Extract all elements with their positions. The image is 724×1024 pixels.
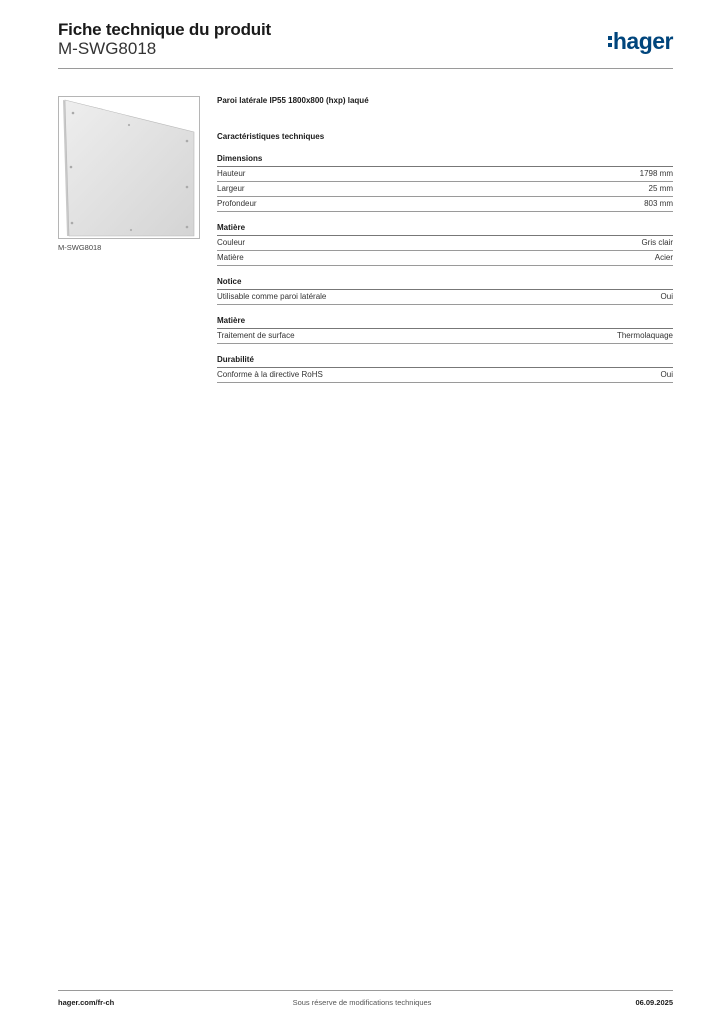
spec-row bbox=[217, 329, 673, 344]
product-image bbox=[58, 96, 200, 239]
spec-value: Oui bbox=[660, 292, 673, 301]
spec-value: 25 mm bbox=[648, 184, 673, 193]
document-subtitle: M-SWG8018 bbox=[58, 39, 157, 58]
spec-row bbox=[217, 251, 673, 266]
spec-value: 1798 mm bbox=[639, 169, 673, 178]
spec-group-title: Dimensions bbox=[217, 154, 673, 167]
spec-group-title: Matière bbox=[217, 316, 673, 329]
footer-website-link[interactable]: hager.com/fr-ch bbox=[58, 998, 115, 1007]
spec-row bbox=[217, 290, 673, 305]
side-panel-illustration bbox=[59, 97, 199, 238]
spec-label: Conforme à la directive RoHS bbox=[217, 370, 323, 379]
spec-row bbox=[217, 197, 673, 212]
hager-logo bbox=[608, 28, 673, 55]
spec-row bbox=[217, 167, 673, 182]
spec-group-surface bbox=[217, 316, 673, 344]
spec-row bbox=[217, 236, 673, 251]
spec-value: Oui bbox=[660, 370, 673, 379]
header-divider bbox=[58, 68, 673, 69]
document-title: Fiche technique du produit bbox=[58, 20, 271, 39]
spec-group-notice bbox=[217, 277, 673, 305]
spec-group-title: Notice bbox=[217, 277, 673, 290]
spec-group-durability bbox=[217, 355, 673, 383]
image-caption: M-SWG8018 bbox=[58, 243, 102, 252]
logo-dots-icon bbox=[608, 36, 612, 47]
spec-group-title: Matière bbox=[217, 223, 673, 236]
spec-group-dimensions bbox=[217, 154, 673, 212]
spec-row bbox=[217, 182, 673, 197]
section-title: Caractéristiques techniques bbox=[217, 132, 325, 141]
spec-value: Thermolaquage bbox=[616, 331, 673, 340]
spec-group-material bbox=[217, 223, 673, 266]
spec-label: Utilisable comme paroi latérale bbox=[217, 292, 327, 301]
spec-label: Profondeur bbox=[217, 199, 257, 208]
spec-value: 803 mm bbox=[644, 199, 673, 208]
page-header bbox=[58, 20, 673, 70]
spec-value: Gris clair bbox=[641, 238, 673, 247]
spec-group-title: Durabilité bbox=[217, 355, 673, 368]
spec-label: Largeur bbox=[217, 184, 245, 193]
footer-disclaimer: Sous réserve de modifications techniques bbox=[292, 998, 432, 1007]
spec-label: Hauteur bbox=[217, 169, 246, 178]
spec-row bbox=[217, 368, 673, 383]
footer-date: 06.09.2025 bbox=[635, 998, 673, 1007]
product-name: Paroi latérale IP55 1800x800 (hxp) laqué bbox=[217, 96, 369, 105]
spec-value: Acier bbox=[654, 253, 673, 262]
footer-divider bbox=[58, 990, 673, 991]
spec-label: Traitement de surface bbox=[217, 331, 295, 340]
specifications bbox=[217, 96, 673, 394]
spec-label: Matière bbox=[217, 253, 244, 262]
spec-label: Couleur bbox=[217, 238, 246, 247]
logo-text: hager bbox=[612, 28, 673, 54]
